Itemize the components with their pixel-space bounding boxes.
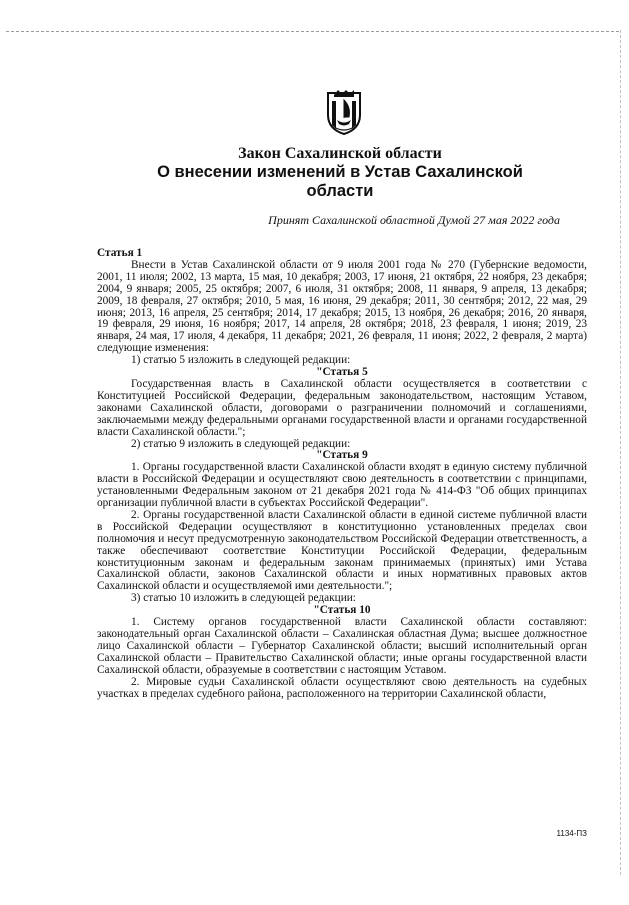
document-code: 1134-ПЗ xyxy=(556,829,587,838)
law-subtitle-line1: О внесении изменений в Устав Сахалинской xyxy=(157,163,523,181)
adoption-note: Принят Сахалинской областной Думой 27 мая 2022 года xyxy=(268,213,560,227)
scan-edge-top xyxy=(6,31,619,32)
article-1-intro: Внести в Устав Сахалинской области от 9 июля 2001 года № 270 (Губернские ведомости, 2001, 11 июля; 2002, 13 марта, 15 мая, 10 декабря; 2003, 17 июня, 21 октября, 22 ноября, 23 декабря; 2004, 9 января; 2005, 25 октября; 2007, 6 июля, 31 октября; 2008, 11 января, 9 апреля, 13 декабря; 2009, 18 февраля, 27 октября; 2010, 5 мая, 16 июня, 29 декабря; 2011, 30 сентября; 2012, 22 мая, 29 июня; 2013, 16 апреля, 25 сентября; 2014, 17 декабря; 2015, 13 ноября, 26 декабря; 2016, 20 января, 19 февраля, 29 июня, 16 ноября; 2017, 14 апреля, 28 октября; 2018, 23 февраля, 1 июня; 2019, 23 января, 24 мая, 17 июля, 4 декабря, 11 декабря; 2021, 26 февраля, 11 июня; 2022, 2 февраля, 2 марта) следующие изменения: xyxy=(97,258,587,355)
item-1: 1) статью 5 изложить в следующей редакции: xyxy=(131,354,351,367)
article-5-heading: "Статья 5 xyxy=(316,366,368,379)
law-title: Закон Сахалинской области xyxy=(238,145,442,162)
scan-edge-right xyxy=(620,30,621,875)
item-3: 3) статью 10 изложить в следующей редакции: xyxy=(131,592,356,605)
title-block xyxy=(150,144,530,201)
article-10-heading: "Статья 10 xyxy=(313,604,371,617)
coat-of-arms-icon xyxy=(324,85,364,135)
law-subtitle-line2: области xyxy=(306,182,374,200)
article-1-heading: Статья 1 xyxy=(97,247,143,259)
article-10-paragraph-1: 1. Систему органов государственной власти Сахалинской области составляют: законодательный орган Сахалинской области – Сахалинская областная Дума; высшее должностное лицо Сахалинской области – Губернатор Сахалинской области; высший исполнительный орган Сахалинской области – Правительство Сахалинской области; иные органы государственной власти Сахалинской области, образуемые в соответствии с настоящим Уставом. xyxy=(97,616,587,676)
article-5-text: Государственная власть в Сахалинской области осуществляется в соответствии с Конституцией Российской Федерации, федеральным законодательством, настоящим Уставом, законами Сахалинской области, договорами о разграничении полномочий и соглашениями, заключаемыми между федеральными органами государственной власти и органами государственной власти Сахалинской области."; xyxy=(97,377,587,438)
article-9-paragraph-1: 1. Органы государственной власти Сахалинской области входят в единую систему публичной власти в Российской Федерации и осуществляют свою деятельность в соответствии с принципами, установленными Федеральным законом от 21 декабря 2021 года № 414-ФЗ "Об общих принципах организации публичной власти в субъектах Российской Федерации". xyxy=(97,461,587,510)
item-2: 2) статью 9 изложить в следующей редакции: xyxy=(131,437,351,450)
article-10-paragraph-2: 2. Мировые судьи Сахалинской области осуществляют свою деятельность на судебных участках в пределах судебного района, расположенного на территории Сахалинской области, xyxy=(97,675,587,700)
article-9-paragraph-2: 2. Органы государственной власти Сахалинской области в единой системе публичной власти в Российской Федерации осуществляют в конституционно установленных пределах свои полномочия и несут предусмотренную законодательством Российской Федерации ответственность, а также обеспечивают соответствие Конституции Российской Федерации, федеральным конституционным законам и федеральным законам принимаемых (принятых) ими Устава Сахалинской области, законов Сахалинской области и иных нормативных правовых актов Сахалинской области и осуществляемой ими деятельности."; xyxy=(97,508,587,593)
law-body xyxy=(97,248,587,700)
article-9-heading: "Статья 9 xyxy=(316,449,368,462)
